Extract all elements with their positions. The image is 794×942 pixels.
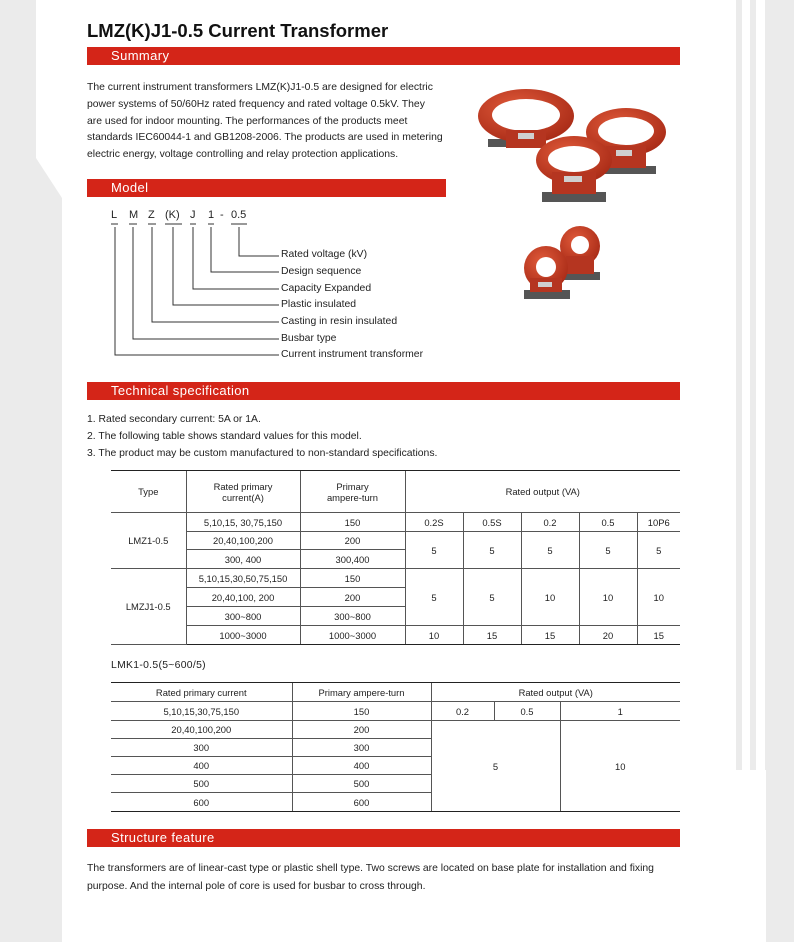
structure-text: The transformers are of linear-cast type or plastic shell type. Two screws are located on base plate for installation and fixing purpose. And the internal pole of core is used for busbar to cross through. [87,863,654,892]
panel-corner [700,770,766,942]
table-cell: 300 [292,739,431,757]
table-cell: 20,40,100,200 [186,532,300,550]
table-cell: 15 [463,626,521,645]
table-cell: 5 [463,532,521,569]
table-cell: 400 [292,757,431,775]
table-cell: 150 [300,569,405,588]
section-structure-header: Structure feature [87,829,680,847]
table-cell: 5 [579,532,637,569]
table-cell: 150 [292,702,431,721]
model-label: Current instrument transformer [281,349,424,360]
page-title: LMZ(K)J1-0.5 Current Transformer [87,20,389,41]
class-header: 0.5 [579,513,637,532]
model-code-letter: - [220,209,224,221]
model-label: Busbar type [281,333,337,344]
model-label: Design sequence [281,266,362,277]
table-cell: 5 [637,532,680,569]
table-cell: 300 [111,739,292,757]
class-header: 1 [560,702,680,721]
class-header: 0.2 [431,702,494,721]
table-cell: 5 [463,569,521,626]
section-model-header: Model [87,179,446,197]
type-cell: LMZJ1-0.5 [111,569,186,645]
table-cell: 5 [431,721,560,812]
table-cell: 5 [405,532,463,569]
header-primary-ampere-turn: Primary ampere-turn [300,471,405,513]
table-cell: 10 [579,569,637,626]
class-header: 0.2 [521,513,579,532]
table-cell: 20 [579,626,637,645]
section-summary-header: Summary [87,47,680,65]
table-cell: 5 [405,569,463,626]
table-cell: 150 [300,513,405,532]
table-cell: 20,40,100, 200 [186,588,300,607]
table-cell: 1000~3000 [186,626,300,645]
table-cell: 300~800 [300,607,405,626]
table-cell: 15 [637,626,680,645]
model-label: Plastic insulated [281,299,357,310]
spec-table-lmk [111,682,680,812]
section-technical-header: Technical specification [87,382,680,400]
table-cell: 200 [292,721,431,739]
table-cell: 15 [521,626,579,645]
header-primary-ampere-turn: Primary ampere-turn [292,683,431,702]
table-cell: 300, 400 [186,550,300,569]
table-cell: 5,10,15,30,50,75,150 [186,569,300,588]
table-cell: 300,400 [300,550,405,569]
model-code-letter: 1 [208,209,215,221]
table-cell: 10 [405,626,463,645]
summary-text: The current instrument transformers LMZ(K)J1-0.5 are designed for electric power systems of 50/60Hz rated frequency and rated voltage 0.5kV. They are used for indoor mounting. The performances of the products meet standards IEC60044-1 and GB1208-2006. The products are used in metering electric energy, voltage controlling and relay protection applications. [87,82,443,161]
model-label: Rated voltage (kV) [281,249,368,260]
tech-list-item: 2. The following table shows standard values for this model. [87,431,362,442]
table-cell: 20,40,100,200 [111,721,292,739]
model-label: Capacity Expanded [281,283,372,294]
table-cell: 500 [292,775,431,793]
class-header: 0.5S [463,513,521,532]
table-cell: 10 [521,569,579,626]
table-cell: 1000~3000 [300,626,405,645]
header-type: Type [111,471,186,513]
table-cell: 5,10,15,30,75,150 [111,702,292,721]
class-header: 10P6 [637,513,680,532]
tech-list-item: 1. Rated secondary current: 5A or 1A. [87,414,261,425]
table-cell: 200 [300,532,405,550]
model-bracket-lines [0,0,794,400]
table-cell: 300~800 [186,607,300,626]
table-cell: 600 [111,793,292,812]
table-cell: 600 [292,793,431,812]
type-cell: LMZ1-0.5 [111,513,186,569]
table-cell: 10 [560,721,680,812]
model-code-letter: L [111,209,118,221]
model-code-letter: M [129,209,139,221]
model-code-letter: (K) [165,209,180,221]
lmk-table-title: LMK1-0.5(5~600/5) [111,660,206,671]
table-cell: 500 [111,775,292,793]
header-rated-output: Rated output (VA) [405,471,680,513]
tech-list-item: 3. The product may be custom manufactured to non-standard specifications. [87,448,438,459]
model-code-letter: J [190,209,196,221]
model-label: Casting in resin insulated [281,316,398,327]
model-code-letter: 0.5 [231,209,247,221]
spec-table-lmz [111,470,680,645]
table-cell: 5,10,15, 30,75,150 [186,513,300,532]
class-header: 0.2S [405,513,463,532]
header-rated-output: Rated output (VA) [431,683,680,702]
table-cell: 400 [111,757,292,775]
table-cell: 200 [300,588,405,607]
header-rated-primary-current: Rated primary current(A) [186,471,300,513]
class-header: 0.5 [494,702,560,721]
table-cell: 5 [521,532,579,569]
model-code-letter: Z [148,209,155,221]
header-rated-primary-current: Rated primary current [111,683,292,702]
table-cell: 10 [637,569,680,626]
